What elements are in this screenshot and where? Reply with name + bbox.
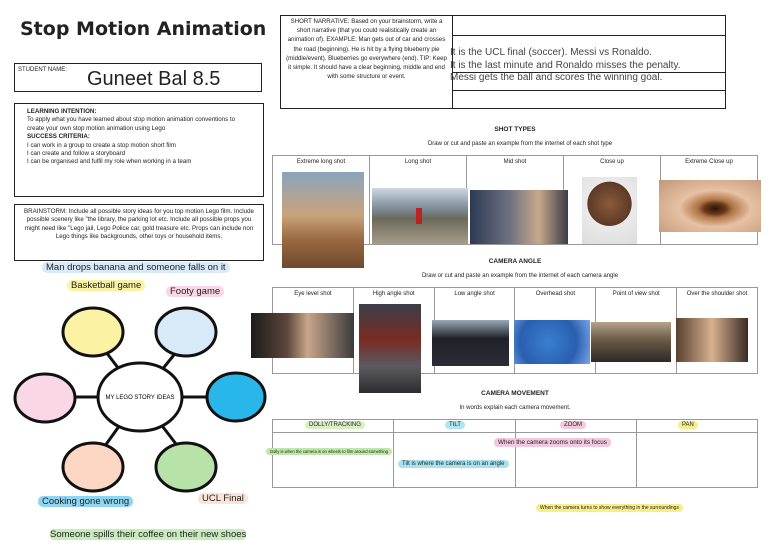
idea-label: Someone spills their coffee on their new shoes — [50, 529, 247, 540]
camera-angle-subtitle: Draw or cut and paste an example from the internet of each camera angle — [421, 273, 619, 279]
movement-cell — [394, 420, 515, 487]
camera-angle-cell: Low angle shot — [435, 288, 516, 373]
camera-angle-title: CAMERA ANGLE — [488, 258, 542, 265]
shot-type-cell: Close up — [564, 156, 661, 244]
shot-type-cell: Extreme Close up — [685, 159, 733, 165]
student-name-box — [14, 63, 262, 92]
student-name-label: STUDENT NAME: — [18, 67, 67, 73]
zoom-answer[interactable]: When the camera zooms onto its focus — [494, 438, 611, 447]
mid-shot-image — [470, 190, 568, 244]
camera-angle-cell: High angle shot — [354, 288, 435, 373]
extreme-long-shot-image — [282, 172, 364, 268]
idea-label[interactable]: Footy game — [166, 286, 224, 297]
student-name-value[interactable]: Guneet Bal 8.5 — [87, 68, 221, 90]
dolly-answer[interactable]: Dolly is when the camera is on wheels to film around something — [266, 448, 392, 455]
camera-movement-subtitle: In words explain each camera movement. — [459, 405, 571, 411]
idea-label[interactable]: UCL Final — [198, 493, 248, 504]
close-up-image — [582, 177, 637, 244]
idea-label[interactable]: Basketball game — [67, 280, 145, 291]
movement-header-dolly: DOLLY/TRACKING — [305, 421, 365, 429]
camera-movement-title: CAMERA MOVEMENT — [481, 390, 549, 397]
idea-label[interactable]: Man drops banana and someone falls on it — [42, 262, 230, 273]
center-bubble-label: MY LEGO STORY IDEAS — [105, 395, 175, 401]
shot-types-title: SHOT TYPES — [494, 126, 536, 133]
camera-angle-cell: Overhead shot — [515, 288, 596, 373]
camera-angle-cell: Point of view shot — [596, 288, 677, 373]
tilt-answer[interactable]: Tilt is where the camera is on an angle — [398, 460, 509, 468]
success-criteria-item: I can create and follow a storyboard — [27, 150, 126, 158]
idea-bubble-green[interactable] — [156, 443, 216, 491]
success-criteria-heading: SUCCESS CRITERIA: — [27, 133, 90, 141]
narrative-instructions: SHORT NARRATIVE: Based on your brainstorm, write a short narrative (that you could realistically create an animation of). EXAMPLE: Man gets out of car and crosses the road (beginning). He is hit by a flying blueberry pie (middle/event). Blueberries go everywhere (end). TIP: Keep it simple. It should have a clear beginning, middle and end with some structure or event. — [281, 16, 453, 108]
idea-label[interactable]: Cooking gone wrong — [38, 496, 133, 507]
movement-cell — [516, 420, 637, 487]
narrative-line[interactable]: It is the last minute and Ronaldo misses the penalty. — [450, 60, 681, 71]
movement-header-rule — [272, 432, 758, 433]
shot-type-cell: Long shot — [370, 156, 467, 244]
camera-angle-cell: Eye level shot — [273, 288, 354, 373]
idea-bubble-yellow[interactable] — [63, 308, 123, 356]
narrative-rule — [453, 35, 725, 36]
brainstorm-instructions: BRAINSTORM: Include all possible story ideas for you top motion Lego film. Include possible scenery like "the library, the parking lot etc. Include all possible props you might need like "Lego jail, Lego Police car, gold treasure etc. Props can include non Lego things like backgrounds, other toys or household items. — [24, 208, 254, 241]
brainstorm-box — [14, 204, 264, 261]
learning-intention-text: To apply what you have learned about stop motion animation conventions to create your own stop motion animation using Lego — [27, 116, 236, 132]
narrative-line[interactable]: Messi gets the ball and scores the winning goal. — [450, 72, 663, 83]
movement-header-pan: PAN — [678, 421, 698, 429]
overhead-image — [514, 320, 590, 364]
learning-intention-heading: LEARNING INTENTION: — [27, 108, 97, 115]
point-of-view-image — [591, 322, 671, 362]
shot-type-cell: Mid shot — [467, 156, 564, 244]
shot-type-cell: Extreme long shot — [273, 156, 370, 244]
idea-label-coffee[interactable] — [46, 529, 250, 540]
pan-answer[interactable]: When the camera turns to show everything in the surroundings — [536, 504, 683, 512]
narrative-line[interactable]: It is the UCL final (soccer). Messi vs Ronaldo. — [450, 47, 652, 58]
over-the-shoulder-image — [676, 318, 748, 362]
low-angle-image — [432, 320, 509, 366]
page-title: Stop Motion Animation — [20, 18, 267, 40]
extreme-close-up-image — [659, 180, 761, 232]
success-criteria-item: I can be organised and fulfil my role when working in a team — [27, 158, 192, 166]
idea-bubble-peach[interactable] — [63, 443, 123, 491]
movement-header-tilt: TILT — [445, 421, 465, 429]
idea-bubble-cyan[interactable] — [207, 373, 265, 421]
eye-level-image — [251, 313, 354, 358]
success-criteria-item: I can work in a group to create a stop motion short film — [27, 141, 176, 149]
long-shot-image — [372, 188, 468, 244]
narrative-rule — [453, 90, 725, 91]
idea-bubble-pink[interactable] — [15, 374, 75, 422]
idea-bubble-blue[interactable] — [156, 308, 216, 356]
shot-types-subtitle: Draw or cut and paste an example from the internet of each shot type — [427, 141, 613, 147]
high-angle-image — [359, 304, 421, 393]
movement-cell — [637, 420, 757, 487]
movement-header-zoom: ZOOM — [560, 421, 586, 429]
camera-angle-cell: Over the shoulder shot — [686, 291, 748, 297]
learning-intention-box — [14, 103, 264, 197]
